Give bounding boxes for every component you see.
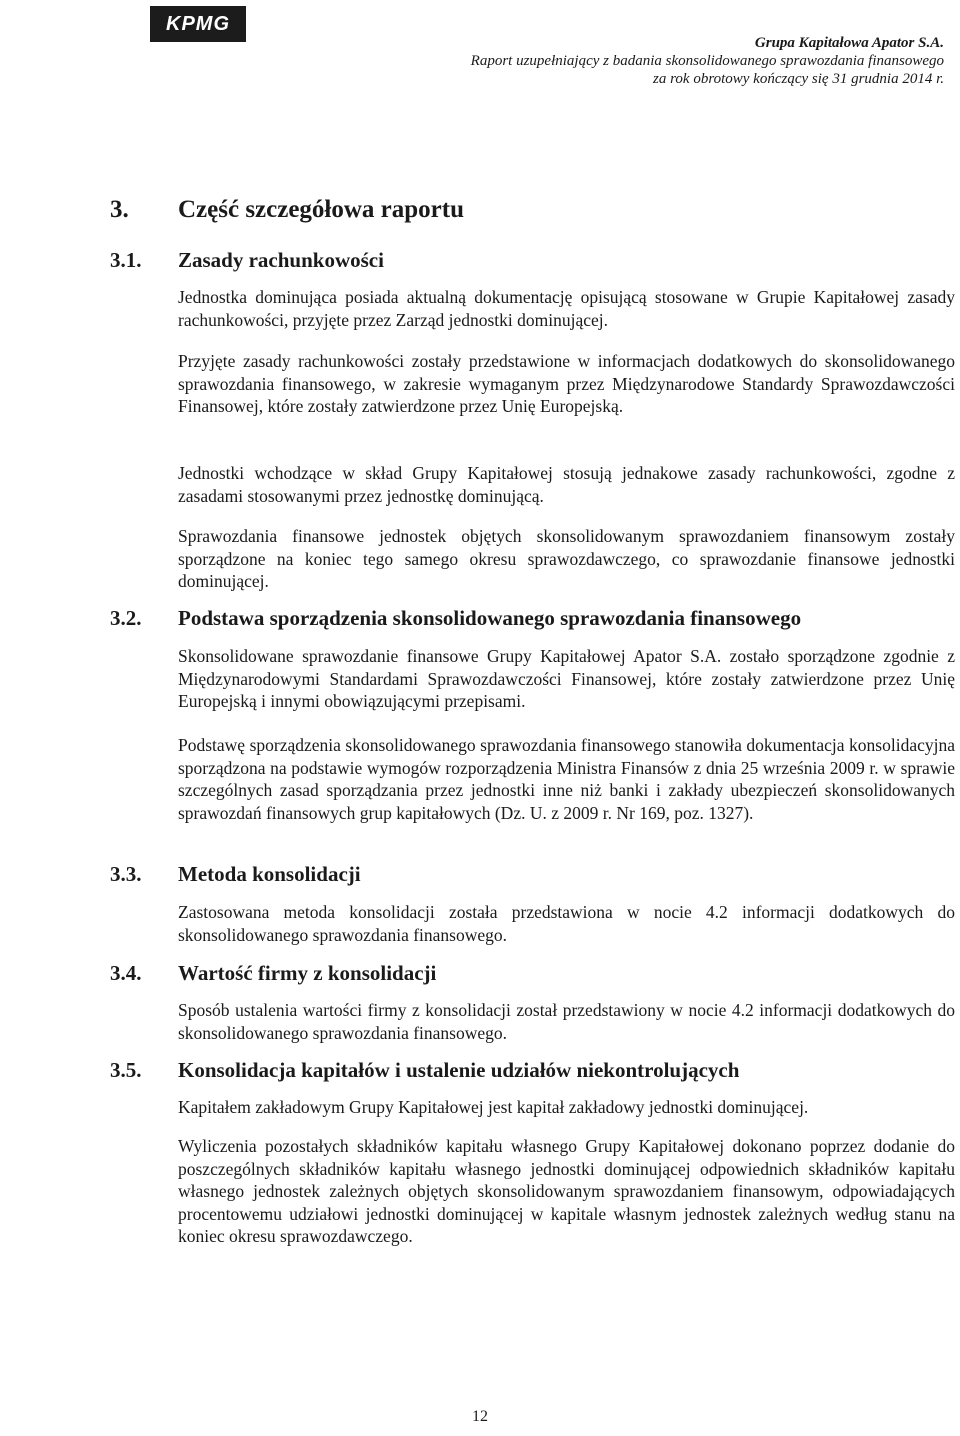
paragraph: Jednostka dominująca posiada aktualną dokumentację opisującą stosowane w Grupie Kapitałowej zasady rachunkowości, przyjęte przez Zarząd jednostki dominującej. xyxy=(178,287,955,330)
paragraph: Zastosowana metoda konsolidacji została przedstawiona w nocie 4.2 informacji dodatkowych do skonsolidowanego sprawozdania finansowego. xyxy=(178,902,955,945)
subsection-title: Metoda konsolidacji xyxy=(178,862,361,886)
subsection-heading xyxy=(110,606,960,631)
paragraph: Kapitałem zakładowym Grupy Kapitałowej jest kapitał zakładowy jednostki dominującej. xyxy=(178,1097,809,1117)
section-heading xyxy=(110,196,464,224)
header-period: za rok obrotowy kończący się 31 grudnia 2014 r. xyxy=(653,71,944,87)
subsection-heading xyxy=(110,862,960,887)
paragraph: Sposób ustalenia wartości firmy z konsolidacji został przedstawiony w nocie 4.2 informacji dodatkowych do skonsolidowanego sprawozdania finansowego. xyxy=(178,1000,955,1043)
paragraph: Skonsolidowane sprawozdanie finansowe Grupy Kapitałowej Apator S.A. zostało sporządzone zgodnie z Międzynarodowymi Standardami Sprawozdawczości Finansowej, które zostały zatwierdzone przez Unię Europejską i innymi obowiązującymi przepisami. xyxy=(178,646,955,711)
subsection-title: Zasady rachunkowości xyxy=(178,248,384,272)
section-title: Część szczegółowa raportu xyxy=(178,196,465,223)
paragraph: Podstawę sporządzenia skonsolidowanego sprawozdania finansowego stanowiła dokumentacja konsolidacyjna sporządzona na podstawie wymogów rozporządzenia Ministra Finansów z dnia 25 września 2009 r. w sprawie szczególnych zasad sporządzania przez jednostki inne niż banki i zakłady ubezpieczeń skonsolidowanych sprawozdań finansowych grup kapitałowych (Dz. U. z 2009 r. Nr 169, poz. 1327). xyxy=(178,735,955,823)
kpmg-logo xyxy=(150,6,246,42)
subsection-title: Konsolidacja kapitałów i ustalenie udziałów niekontrolujących xyxy=(178,1058,740,1082)
header-company: Grupa Kapitałowa Apator S.A. xyxy=(754,35,944,51)
subsection-number: 3.5. xyxy=(110,1058,142,1082)
logo-text: KPMG xyxy=(166,12,230,35)
subsection-heading xyxy=(110,961,960,986)
paragraph: Wyliczenia pozostałych składników kapitału własnego Grupy Kapitałowej dokonano poprzez dodanie do poszczególnych składników kapitału własnego jednostki dominującej odpowiednich składników kapitału własnego jednostek zależnych objętych skonsolidowanym sprawozdaniem finansowym, odpowiadających procentowemu udziałowi jednostki dominującej w kapitale własnym jednostek zależnych według stanu na koniec okresu sprawozdawczego. xyxy=(178,1136,955,1246)
subsection-title: Wartość firmy z konsolidacji xyxy=(178,961,437,985)
section-number: 3. xyxy=(110,196,129,223)
subsection-number: 3.3. xyxy=(110,862,142,886)
subsection-heading xyxy=(110,248,960,273)
subsection-number: 3.4. xyxy=(110,961,142,985)
paragraph: Sprawozdania finansowe jednostek objętych skonsolidowanym sprawozdaniem finansowym zostały sporządzone na koniec tego samego okresu sprawozdawczego, co sprawozdanie finansowe jednostki dominującej. xyxy=(178,526,955,591)
subsection-title: Podstawa sporządzenia skonsolidowanego sprawozdania finansowego xyxy=(178,606,802,630)
paragraph: Jednostki wchodzące w skład Grupy Kapitałowej stosują jednakowe zasady rachunkowości, zgodne z zasadami stosowanymi przez jednostkę dominującą. xyxy=(178,463,955,506)
subsection-heading xyxy=(110,1058,960,1083)
paragraph: Przyjęte zasady rachunkowości zostały przedstawione w informacjach dodatkowych do skonsolidowanego sprawozdania finansowego, w zakresie wymaganym przez Międzynarodowe Standardy Sprawozdawczości Finansowej, które zostały zatwierdzone przez Unię Europejską. xyxy=(178,351,955,416)
subsection-number: 3.2. xyxy=(110,606,142,630)
page-number: 12 xyxy=(472,1408,488,1425)
header-report-title: Raport uzupełniający z badania skonsolidowanego sprawozdania finansowego xyxy=(470,53,944,69)
subsection-number: 3.1. xyxy=(110,248,142,272)
page-header xyxy=(384,34,944,88)
